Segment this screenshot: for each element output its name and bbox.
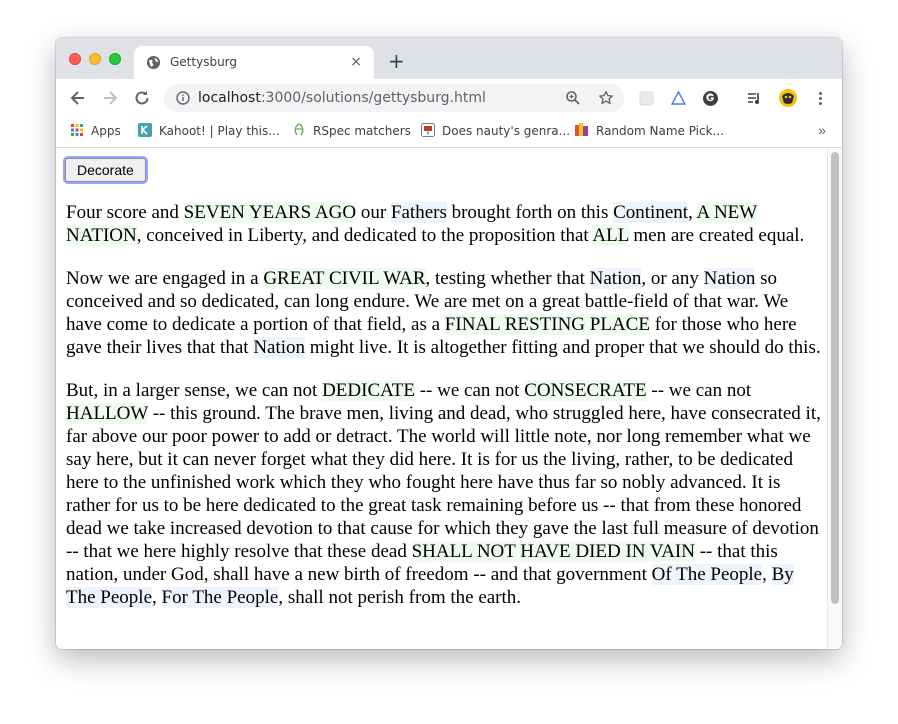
- kahoot-icon: [138, 123, 152, 137]
- speech-text: ,: [152, 587, 162, 608]
- bookmark-random-name[interactable]: [575, 123, 724, 141]
- speech-text: , shall not perish from the earth.: [278, 587, 522, 608]
- minimize-window-button[interactable]: [89, 53, 101, 65]
- speech-text: -- this ground. The brave men, living and dead, who struggled here, have consecrated it, far above our poor power to add or detract. The world will little note, nor long remember what we say here, but it can never forget what they did here. It is for us the living, rather, to be dedicated here to the unfinished work which they who fought here have thus far so nobly advanced. It is rather for us to be here dedicated to the great task remaining before us -- that from these honored dead we take increased devotion to that cause for which they gave the last full measure of devotion -- that we here highly resolve that these dead: [66, 403, 821, 562]
- bookmark-label: Does nauty's genra...: [442, 124, 571, 138]
- highlight-capitalized-word: For The People: [161, 587, 279, 608]
- playlist-icon[interactable]: [746, 90, 763, 107]
- toolbar: [56, 79, 842, 116]
- highlight-caps-phrase: SEVEN YEARS AGO: [183, 202, 357, 223]
- speech-text: so conceived and so dedicated, can long endure. We are met on a great battle-field of that war. We have come to dedicate a portion of that field, as a: [66, 268, 789, 335]
- speech-text: ,: [762, 564, 772, 585]
- speech-text: for those who here gave their lives that that: [66, 314, 797, 358]
- tab-close-icon[interactable]: ×: [350, 54, 362, 70]
- address-bar[interactable]: [164, 84, 624, 112]
- highlight-caps-phrase: GREAT CIVIL WAR: [263, 268, 426, 289]
- highlight-capitalized-word: Of The People: [651, 564, 763, 585]
- name-picker-icon: [575, 123, 589, 137]
- globe-icon: [146, 55, 161, 70]
- bookmark-star-icon[interactable]: [598, 90, 614, 106]
- page-viewport: [56, 148, 842, 649]
- bookmarks-bar: [56, 116, 842, 148]
- extension-grid-icon[interactable]: [638, 90, 655, 107]
- browser-window: [56, 38, 842, 649]
- speech-text: men are created equal.: [628, 225, 805, 246]
- new-tab-button[interactable]: +: [388, 49, 405, 73]
- gettysburg-address-text: [66, 201, 821, 629]
- zoom-icon[interactable]: [565, 90, 581, 106]
- speech-text: , conceived in Liberty, and dedicated to the proposition that: [136, 225, 593, 246]
- highlight-capitalized-word: Nation: [253, 337, 306, 358]
- speech-text: , testing whether that: [425, 268, 590, 289]
- speech-text: -- we can not: [646, 380, 752, 401]
- zoom-window-button[interactable]: [109, 53, 121, 65]
- tab-title: Gettysburg: [170, 55, 238, 69]
- tab-gettysburg[interactable]: [134, 46, 374, 79]
- speech-text: Now we are engaged in a: [66, 268, 264, 289]
- bookmark-nauty[interactable]: [421, 123, 570, 141]
- highlight-caps-phrase: DEDICATE: [322, 380, 415, 401]
- info-icon[interactable]: [176, 91, 190, 105]
- speech-text: our: [356, 202, 391, 223]
- highlight-capitalized-word: Fathers: [390, 202, 447, 223]
- speech-text: , or any: [641, 268, 704, 289]
- apps-grid-icon: [70, 123, 84, 137]
- reload-icon[interactable]: [132, 88, 152, 108]
- close-window-button[interactable]: [69, 53, 81, 65]
- bookmark-rspec[interactable]: [292, 123, 411, 141]
- highlight-capitalized-word: Nation: [703, 268, 756, 289]
- highlight-caps-phrase: ALL: [592, 225, 629, 246]
- highlight-caps-phrase: CONSECRATE: [524, 380, 647, 401]
- speech-text: might live. It is altogether fitting and proper that we should do this.: [305, 337, 821, 358]
- decorate-button[interactable]: Decorate: [65, 158, 146, 182]
- url-path: :3000/solutions/gettysburg.html: [260, 90, 486, 106]
- vertical-scrollbar[interactable]: [827, 148, 842, 649]
- stackexchange-icon: [421, 123, 435, 137]
- speech-paragraph: [66, 379, 821, 609]
- extension-drive-icon[interactable]: [670, 90, 687, 107]
- highlight-capitalized-word: By The People: [66, 564, 794, 608]
- scrollbar-thumb[interactable]: [831, 152, 839, 604]
- bookmark-label: Random Name Pick...: [596, 124, 725, 138]
- url-host: localhost: [198, 90, 261, 106]
- highlight-capitalized-word: Nation: [589, 268, 642, 289]
- highlight-caps-phrase: HALLOW: [66, 403, 148, 424]
- speech-text: Four score and: [66, 202, 184, 223]
- bookmarks-overflow-icon[interactable]: »: [818, 122, 826, 138]
- bookmark-kahoot[interactable]: [138, 123, 280, 141]
- speech-text: brought forth on this: [446, 202, 614, 223]
- speech-text: But, in a larger sense, we can not: [66, 380, 323, 401]
- bookmark-label: Apps: [91, 124, 121, 138]
- avatar[interactable]: [778, 88, 798, 108]
- menu-kebab-icon[interactable]: [812, 90, 829, 107]
- speech-text: -- we can not: [414, 380, 525, 401]
- bookmark-apps[interactable]: [70, 123, 121, 141]
- bookmark-label: Kahoot! | Play this...: [159, 124, 280, 138]
- forward-icon[interactable]: [100, 88, 120, 108]
- bookmark-label: RSpec matchers: [313, 124, 411, 138]
- speech-text: ,: [688, 202, 697, 223]
- speech-text: -- that this nation, under God, shall have a new birth of freedom -- and that government: [66, 541, 778, 585]
- rspec-icon: [292, 123, 306, 137]
- url-text: [198, 90, 486, 106]
- highlight-caps-phrase: FINAL RESTING PLACE: [444, 314, 650, 335]
- tab-bar: [56, 38, 842, 79]
- speech-paragraph: [66, 201, 821, 247]
- speech-paragraph: [66, 267, 821, 359]
- back-icon[interactable]: [68, 88, 88, 108]
- highlight-caps-phrase: SHALL NOT HAVE DIED IN VAIN: [411, 541, 695, 562]
- highlight-capitalized-word: Continent: [613, 202, 689, 223]
- extension-g-icon[interactable]: [702, 90, 719, 107]
- highlight-caps-phrase: A NEW NATION: [66, 202, 758, 246]
